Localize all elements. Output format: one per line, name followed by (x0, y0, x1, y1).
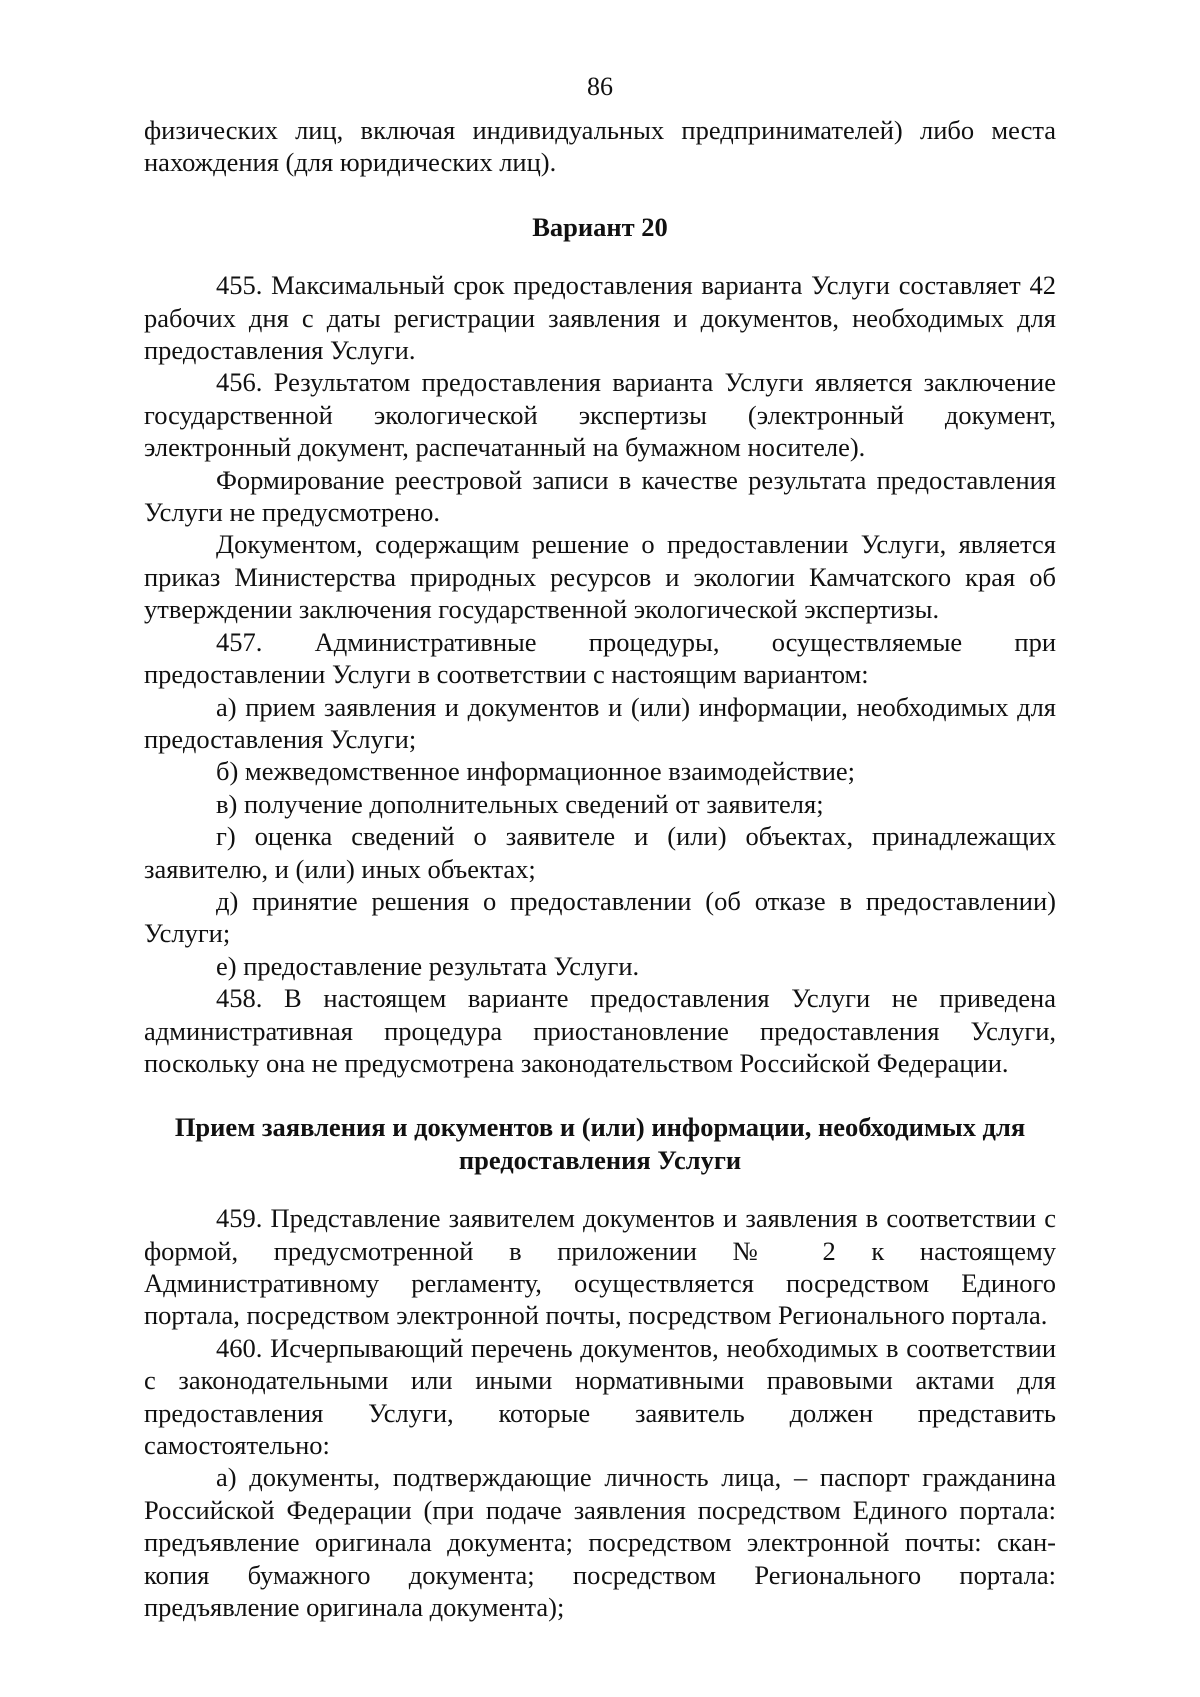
paragraph-459: 459. Представление заявителем документов и заявления в соответствии с формой, предусмотренной в приложении № 2 к настоящему Административному регламенту, осуществляется посредством Единого портала, посредством электронной почты, посредством Регионального портала. (144, 1203, 1056, 1331)
list-item-a: а) прием заявления и документов и (или) информации, необходимых для предоставления Услуги; (144, 691, 1056, 754)
paragraph-460: 460. Исчерпывающий перечень документов, необходимых в соответствии с законодательными или иными нормативными правовыми актами для предоставления Услуги, которые заявитель должен представить самостоятельно: (144, 1332, 1056, 1461)
list-item-b: б) межведомственное информационное взаимодействие; (216, 756, 856, 787)
section-heading (144, 1111, 1056, 1176)
page-content (144, 114, 1056, 1623)
paragraph-continuation: физических лиц, включая индивидуальных предпринимателей) либо места нахождения (для юридических лиц). (144, 115, 1056, 178)
list-item-g: г) оценка сведений о заявителе и (или) объектах, принадлежащих заявителю, и (или) иных объектах; (144, 821, 1056, 884)
list-item-460-a: а) документы, подтверждающие личность лица, – паспорт гражданина Российской Федерации (при подаче заявления посредством Единого портала: предъявление оригинала документа; посредством электронной почты: скан-копия бумажного документа; посредством Регионального портала: предъявление оригинала документа); (144, 1462, 1056, 1623)
section-heading-line-1: Прием заявления и документов и (или) информации, необходимых для (174, 1112, 1026, 1143)
paragraph-456: 456. Результатом предоставления варианта Услуги является заключение государственной экологической экспертизы (электронный документ, электронный документ, распечатанный на бумажном носителе). (144, 367, 1056, 463)
page-number: 86 (587, 72, 613, 101)
list-item-d: д) принятие решения о предоставлении (об отказе в предоставлении) Услуги; (144, 885, 1056, 949)
list-item-v: в) получение дополнительных сведений от заявителя; (216, 788, 824, 819)
paragraph-decision-document: Документом, содержащим решение о предоставлении Услуги, является приказ Министерства природных ресурсов и экологии Камчатского края об утверждении заключения государственной экологической экспертизы. (144, 529, 1056, 625)
list-item-e: е) предоставление результата Услуги. (216, 950, 640, 981)
paragraph-458: 458. В настоящем варианте предоставления Услуги не приведена административная процедура приостановление предоставления Услуги, поскольку она не предусмотрена законодательством Российской Федерации. (144, 983, 1056, 1078)
paragraph-455: 455. Максимальный срок предоставления варианта Услуги составляет 42 рабочих дня с даты регистрации заявления и документов, необходимых для предоставления Услуги. (144, 270, 1056, 366)
paragraph-457: 457. Административные процедуры, осуществляемые при предоставлении Услуги в соответствии с настоящим вариантом: (144, 626, 1056, 690)
section-heading-line-2: предоставления Услуги (458, 1144, 742, 1175)
paragraph-registry-record: Формирование реестровой записи в качестве результата предоставления Услуги не предусмотрено. (144, 464, 1056, 528)
heading-variant: Вариант 20 (532, 211, 668, 242)
